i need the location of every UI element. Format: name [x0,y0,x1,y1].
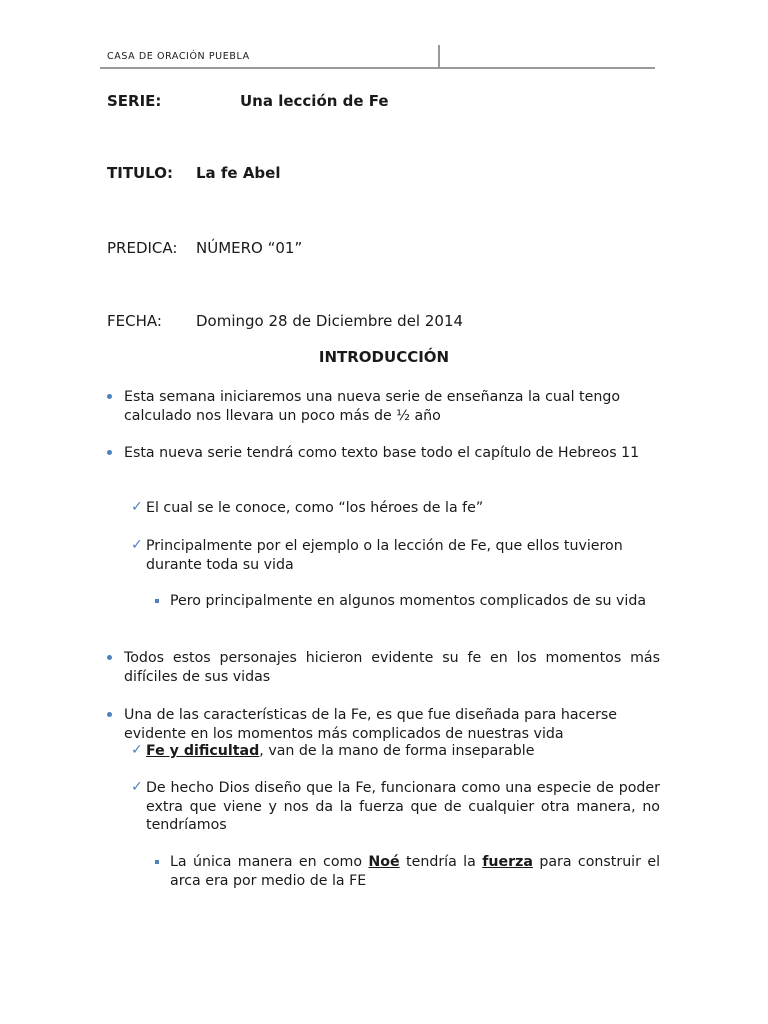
list-item [170,853,660,890]
document-header: CASA DE ORACIÓN PUEBLA [107,51,250,62]
emphasis-text: Fe y dificultad [146,743,260,759]
list-item-text: La única manera en como [170,854,369,870]
checkmark-icon: ✓ [131,537,143,553]
list-item: Pero principalmente en algunos momentos complicados de su vida [170,593,647,609]
fecha-label: FECHA: [107,312,162,330]
checkmark-icon: ✓ [131,742,143,758]
square-bullet-icon [155,599,159,603]
list-item: Todos estos personajes hicieron evidente su fe en los momentos más difíciles de sus vidas [124,650,660,685]
emphasis-text: Noé [368,854,400,870]
square-bullet-icon [155,860,159,864]
titulo-label: TITULO: [107,164,173,182]
emphasis-text: fuerza [482,854,533,870]
section-title: INTRODUCCIÓN [318,348,450,366]
serie-value: Una lección de Fe [240,92,389,110]
list-item: Esta nueva serie tendrá como texto base todo el capítulo de Hebreos 11 [124,445,640,461]
predica-label: PREDICA: [107,239,178,257]
list-item: Una de las características de la Fe, es que fue diseñada para hacerse evidente en los momentos más complicados de nuestras vida [124,707,618,742]
list-item [146,742,660,761]
list-item-text: tendría la [399,854,483,870]
round-bullet-icon [107,712,112,717]
checkmark-icon: ✓ [131,779,143,795]
header-rule [100,67,655,69]
titulo-value: La fe Abel [196,164,281,182]
header-divider [438,45,440,67]
round-bullet-icon [107,394,112,399]
fecha-value: Domingo 28 de Diciembre del 2014 [196,312,464,330]
checkmark-icon: ✓ [131,499,143,515]
list-item: De hecho Dios diseño que la Fe, funcionara como una especie de poder extra que viene y nos da la fuerza que de cualquier otra manera, no tendríamos [146,780,660,833]
list-item: Esta semana iniciaremos una nueva serie de enseñanza la cual tengo calculado nos llevara un poco más de ½ año [124,389,621,424]
round-bullet-icon [107,655,112,660]
list-item-text: , van de la mano de forma inseparable [259,743,535,759]
round-bullet-icon [107,450,112,455]
list-item: El cual se le conoce, como “los héroes de la fe” [146,500,484,516]
serie-label: SERIE: [107,92,162,110]
list-item: Principalmente por el ejemplo o la lección de Fe, que ellos tuvieron durante toda su vida [146,538,623,573]
predica-value: NÚMERO “01” [196,239,303,257]
list-item-text: para construir el arca era por medio de la FE [170,854,661,889]
